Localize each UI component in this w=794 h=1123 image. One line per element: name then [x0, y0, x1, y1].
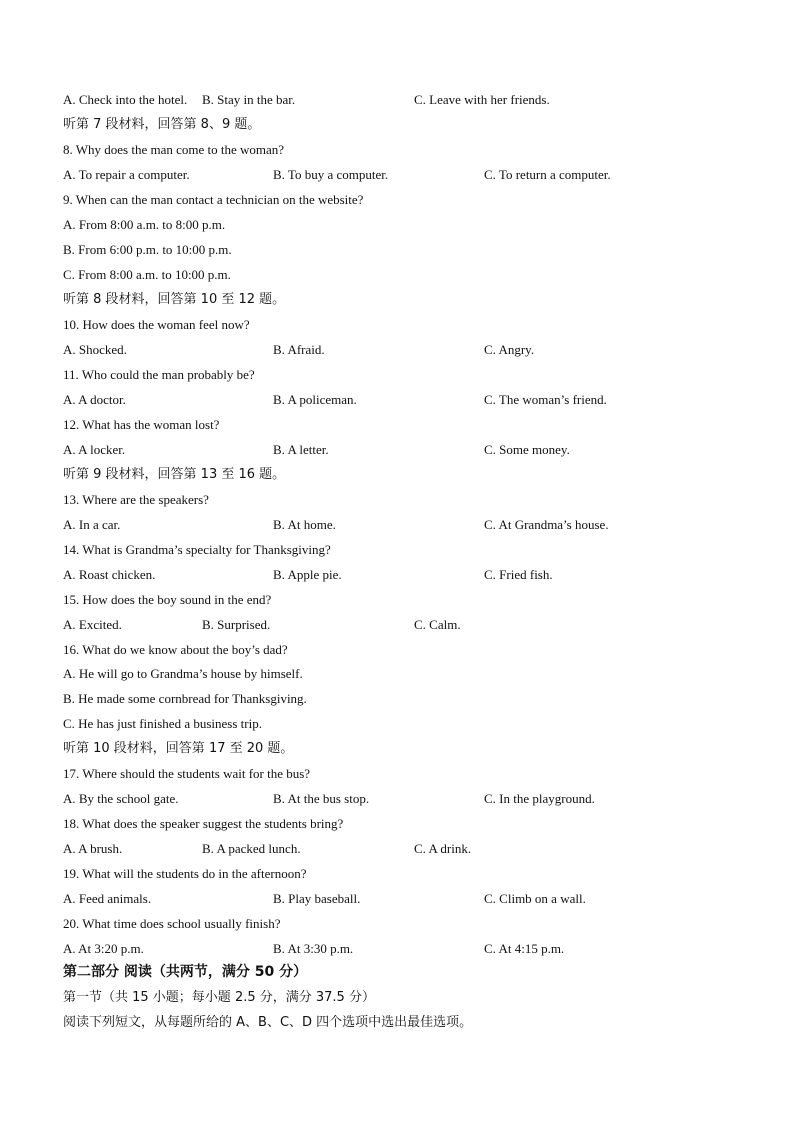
q9-option-c: C. From 8:00 a.m. to 10:00 p.m. — [63, 267, 231, 282]
q12-stem: 12. What has the woman lost? — [63, 417, 220, 432]
q8-stem: 8. Why does the man come to the woman? — [63, 142, 285, 157]
section-10-heading: 听第 10 段材料，回答第 17 至 20 题。 — [63, 741, 294, 756]
q9-option-b: B. From 6:00 p.m. to 10:00 p.m. — [63, 242, 232, 257]
q10-option-b: B. Afraid. — [273, 342, 325, 357]
q7-option-c: C. Leave with her friends. — [414, 92, 550, 107]
q13-stem: 13. Where are the speakers? — [63, 492, 209, 507]
q16-stem: 16. What do we know about the boy’s dad? — [63, 642, 288, 657]
q11-option-a: A. A doctor. — [63, 392, 126, 407]
q12-option-b: B. A letter. — [273, 442, 329, 457]
q11-stem: 11. Who could the man probably be? — [63, 367, 255, 382]
q8-option-c: C. To return a computer. — [484, 167, 611, 182]
q15-option-b: B. Surprised. — [202, 617, 271, 632]
q11-option-b: B. A policeman. — [273, 392, 357, 407]
section-7-heading: 听第 7 段材料，回答第 8、9 题。 — [63, 117, 261, 132]
q16-option-a: A. He will go to Grandma’s house by himself. — [63, 666, 303, 681]
q19-option-b: B. Play baseball. — [273, 891, 361, 906]
section-9-heading: 听第 9 段材料，回答第 13 至 16 题。 — [63, 467, 286, 482]
q12-option-c: C. Some money. — [484, 442, 570, 457]
q17-stem: 17. Where should the students wait for the bus? — [63, 766, 311, 781]
q20-option-a: A. At 3:20 p.m. — [63, 941, 144, 956]
q19-stem: 19. What will the students do in the afternoon? — [63, 866, 307, 881]
q7-option-a: A. Check into the hotel. — [63, 92, 188, 107]
q13-option-c: C. At Grandma’s house. — [484, 517, 609, 532]
section-8-heading: 听第 8 段材料，回答第 10 至 12 题。 — [63, 292, 286, 307]
q19-option-c: C. Climb on a wall. — [484, 891, 586, 906]
q17-option-c: C. In the playground. — [484, 791, 595, 806]
q15-option-a: A. Excited. — [63, 617, 122, 632]
q13-option-a: A. In a car. — [63, 517, 121, 532]
q14-option-b: B. Apple pie. — [273, 567, 342, 582]
q10-option-c: C. Angry. — [484, 342, 535, 357]
q20-option-c: C. At 4:15 p.m. — [484, 941, 565, 956]
q11-option-c: C. The woman’s friend. — [484, 392, 607, 407]
q17-option-b: B. At the bus stop. — [273, 791, 370, 806]
q15-option-c: C. Calm. — [414, 617, 461, 632]
q18-option-b: B. A packed lunch. — [202, 841, 301, 856]
q14-stem: 14. What is Grandma’s specialty for Thanksgiving? — [63, 542, 331, 557]
q17-option-a: A. By the school gate. — [63, 791, 179, 806]
q9-stem: 9. When can the man contact a technician on the website? — [63, 192, 364, 207]
q7-option-b: B. Stay in the bar. — [202, 92, 296, 107]
q10-stem: 10. How does the woman feel now? — [63, 317, 250, 332]
q15-stem: 15. How does the boy sound in the end? — [63, 592, 272, 607]
q16-option-c: C. He has just finished a business trip. — [63, 716, 262, 731]
q8-option-b: B. To buy a computer. — [273, 167, 389, 182]
part2-section1-heading: 第一节（共 15 小题；每小题 2.5 分，满分 37.5 分） — [63, 990, 375, 1005]
q8-option-a: A. To repair a computer. — [63, 167, 190, 182]
q20-option-b: B. At 3:30 p.m. — [273, 941, 354, 956]
q13-option-b: B. At home. — [273, 517, 336, 532]
q14-option-c: C. Fried fish. — [484, 567, 553, 582]
q18-option-c: C. A drink. — [414, 841, 472, 856]
q14-option-a: A. Roast chicken. — [63, 567, 156, 582]
q18-option-a: A. A brush. — [63, 841, 123, 856]
q9-option-a: A. From 8:00 a.m. to 8:00 p.m. — [63, 217, 226, 232]
q18-stem: 18. What does the speaker suggest the students bring? — [63, 816, 344, 831]
q19-option-a: A. Feed animals. — [63, 891, 152, 906]
part2-title: 第二部分 阅读（共两节，满分 50 分） — [63, 964, 308, 980]
q12-option-a: A. A locker. — [63, 442, 126, 457]
q10-option-a: A. Shocked. — [63, 342, 127, 357]
part2-instruction: 阅读下列短文，从每题所给的 A、B、C、D 四个选项中选出最佳选项。 — [63, 1015, 473, 1030]
q16-option-b: B. He made some cornbread for Thanksgiving. — [63, 691, 307, 706]
q20-stem: 20. What time does school usually finish? — [63, 916, 281, 931]
